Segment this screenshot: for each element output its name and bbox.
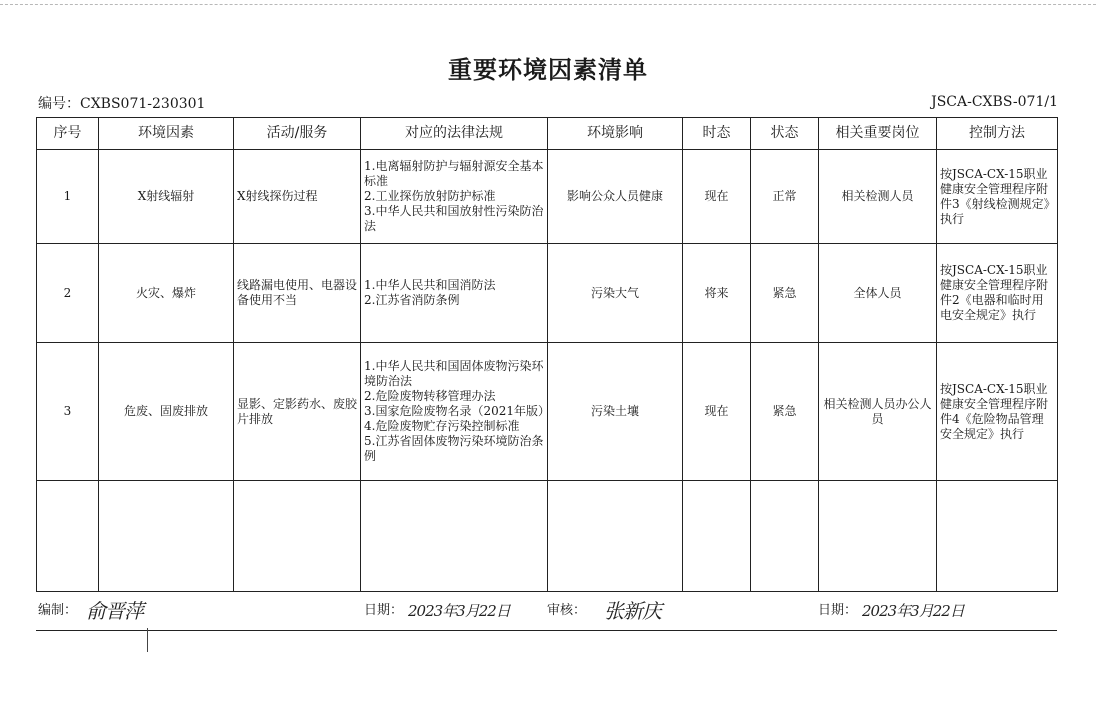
row-laws — [361, 150, 548, 244]
row-control: 按JSCA-CX-15职业健康安全管理程序附件4《危险物品管理安全规定》执行 — [937, 343, 1058, 481]
law-item: 4.危险废物贮存污染控制标准 — [364, 419, 520, 433]
row-no: 2 — [37, 244, 99, 343]
date1-value: 2023年3月22日 — [408, 602, 510, 620]
document-title: 重要环境因素清单 — [448, 56, 648, 84]
prepared-signature: 俞晋萍 — [86, 599, 143, 623]
row-post: 全体人员 — [819, 244, 937, 343]
empty-cell — [361, 481, 548, 592]
row-tense: 现在 — [683, 150, 751, 244]
header-control: 控制方法 — [937, 118, 1058, 150]
header-status: 状态 — [751, 118, 819, 150]
law-item: 2.江苏省消防条例 — [364, 293, 460, 307]
law-item: 1.中华人民共和国消防法 — [364, 278, 496, 292]
row-factor: 火灾、爆炸 — [99, 244, 234, 343]
review-signature: 张新庆 — [604, 599, 661, 623]
table-row — [37, 343, 1058, 481]
row-post: 相关检测人员 — [819, 150, 937, 244]
row-no: 3 — [37, 343, 99, 481]
header-impact: 环境影响 — [548, 118, 683, 150]
row-tense: 将来 — [683, 244, 751, 343]
row-status: 紧急 — [751, 343, 819, 481]
empty-cell — [37, 481, 99, 592]
empty-cell — [234, 481, 361, 592]
empty-cell — [751, 481, 819, 592]
date2-label: 日期： — [818, 603, 858, 618]
law-item: 5.江苏省固体废物污染环境防治条例 — [364, 434, 544, 463]
header-activity: 活动/服务 — [234, 118, 361, 150]
empty-cell — [548, 481, 683, 592]
date2-value: 2023年3月22日 — [862, 602, 964, 620]
row-control: 按JSCA-CX-15职业健康安全管理程序附件2《电器和临时用电安全规定》执行 — [937, 244, 1058, 343]
table-row — [37, 150, 1058, 244]
row-post: 相关检测人员办公人员 — [819, 343, 937, 481]
law-item: 1.电离辐射防护与辐射源安全基本标准 — [364, 159, 544, 188]
review-label: 审核： — [547, 603, 587, 618]
date1-label: 日期： — [364, 603, 404, 618]
table-row — [37, 244, 1058, 343]
row-activity: X射线探伤过程 — [234, 150, 361, 244]
empty-cell — [683, 481, 751, 592]
law-item: 2.危险废物转移管理办法 — [364, 389, 496, 403]
signature-stroke — [147, 628, 148, 652]
row-laws — [361, 244, 548, 343]
table-header-row — [37, 118, 1058, 150]
row-impact: 影响公众人员健康 — [548, 150, 683, 244]
header-tense: 时态 — [683, 118, 751, 150]
law-item: 3.中华人民共和国放射性污染防治法 — [364, 204, 544, 233]
row-factor: 危废、固废排放 — [99, 343, 234, 481]
row-no: 1 — [37, 150, 99, 244]
signature-footer — [36, 591, 1057, 631]
row-status: 紧急 — [751, 244, 819, 343]
row-control: 按JSCA-CX-15职业健康安全管理程序附件3《射线检测规定》执行 — [937, 150, 1058, 244]
form-code: JSCA-CXBS-071/1 — [931, 94, 1058, 110]
header-no: 序号 — [37, 118, 99, 150]
table-row-empty — [37, 481, 1058, 592]
law-item: 3.国家危险废物名录（2021年版） — [364, 404, 550, 418]
row-laws — [361, 343, 548, 481]
empty-cell — [937, 481, 1058, 592]
header-laws: 对应的法律法规 — [361, 118, 548, 150]
law-item: 1.中华人民共和国固体废物污染环境防治法 — [364, 359, 544, 388]
row-impact: 污染大气 — [548, 244, 683, 343]
empty-cell — [819, 481, 937, 592]
empty-cell — [99, 481, 234, 592]
row-tense: 现在 — [683, 343, 751, 481]
law-item: 2.工业探伤放射防护标准 — [364, 189, 496, 203]
document-number: 编号：CXBS071-230301 — [38, 96, 206, 112]
row-status: 正常 — [751, 150, 819, 244]
row-activity: 线路漏电使用、电器设备使用不当 — [234, 244, 361, 343]
prepared-label: 编制： — [38, 603, 78, 618]
row-impact: 污染土壤 — [548, 343, 683, 481]
header-post: 相关重要岗位 — [819, 118, 937, 150]
row-activity: 显影、定影药水、废胶片排放 — [234, 343, 361, 481]
environment-factor-table — [36, 117, 1058, 592]
scan-top-edge — [0, 4, 1096, 5]
row-factor: X射线辐射 — [99, 150, 234, 244]
header-factor: 环境因素 — [99, 118, 234, 150]
